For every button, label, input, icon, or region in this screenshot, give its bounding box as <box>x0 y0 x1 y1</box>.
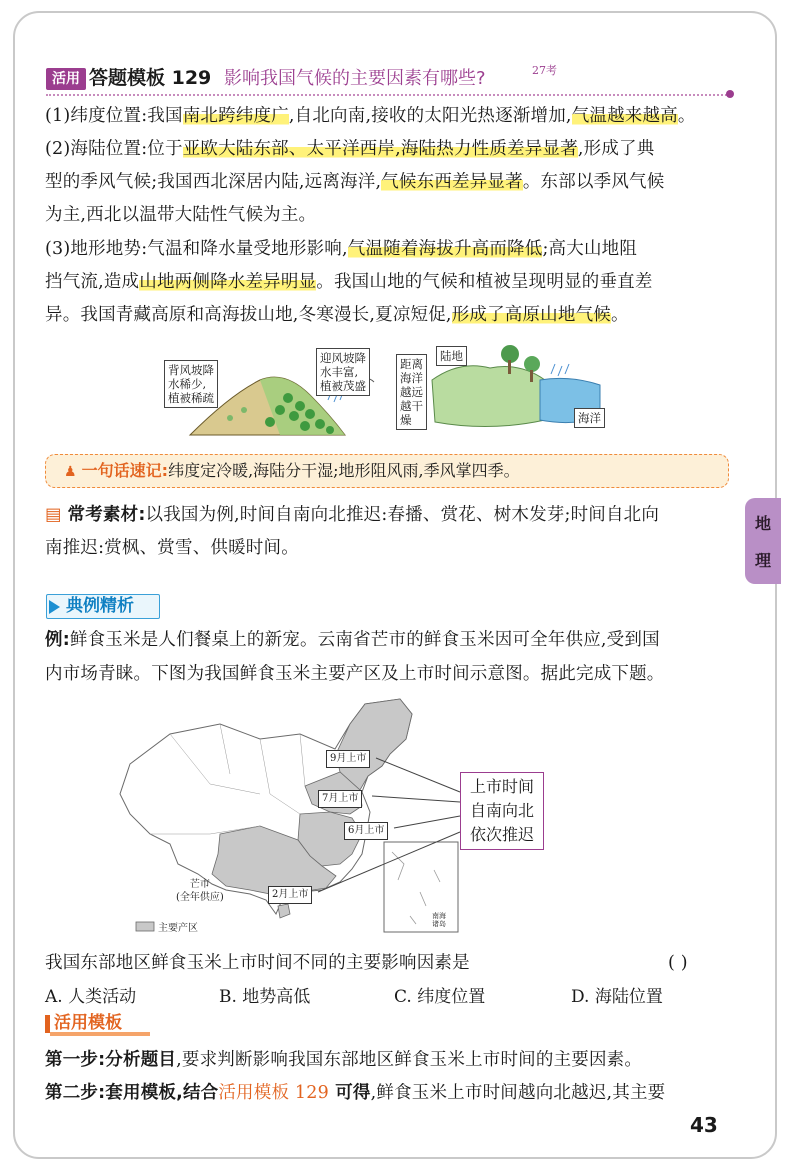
note-icon: ▤ <box>45 505 62 525</box>
mangshi-label: 芒市 (全年供应) <box>176 879 224 903</box>
inland-note: 距离 海洋 越远 越干 燥 <box>396 354 427 430</box>
material-text-1: 以我国为例,时间自南向北推迟:春播、赏花、树木发芽;时间自北向 <box>145 505 660 525</box>
highlight: 亚欧大陆东部、太平洋西岸,海陆热力性质差异显著 <box>182 139 578 159</box>
option-c: C. 纬度位置 <box>394 987 486 1007</box>
header-divider <box>46 94 730 96</box>
memo-label: 一句话速记: <box>81 461 169 480</box>
play-icon <box>49 600 60 614</box>
sea-label: 海洋 <box>574 408 605 428</box>
material-label: 常考素材: <box>67 505 146 525</box>
label-february: 2月上市 <box>268 886 312 904</box>
template-label: 活用模板 <box>54 1013 122 1033</box>
content-line-3: 型的季风气候;我国西北深居内陆,远离海洋,气候东西差异显著。东部以季风气候 <box>45 172 665 192</box>
inset-label: 南海 诸岛 <box>432 912 446 928</box>
highlight: 南北跨纬度广 <box>182 106 289 126</box>
template-tag: 活用 <box>46 68 86 90</box>
highlight: 气温越来越高 <box>571 106 678 126</box>
template-question: 影响我国气候的主要因素有哪些? <box>224 68 486 89</box>
memo-text: 纬度定冷暖,海陆分干湿;地形阻风雨,季风掌四季。 <box>168 461 520 480</box>
step-1: 第一步:分析题目,要求判断影响我国东部地区鲜食玉米上市时间的主要因素。 <box>45 1050 643 1070</box>
content-line-1: (1)纬度位置:我国南北跨纬度广,自北向南,接收的太阳光热逐渐增加,气温越来越高。 <box>45 106 696 126</box>
content-line-2: (2)海陆位置:位于亚欧大陆东部、太平洋西岸,海陆热力性质差异显著,形成了典 <box>45 139 655 159</box>
template-marker <box>45 1015 50 1033</box>
label-september: 9月上市 <box>326 750 370 768</box>
content-line-7: 异。我国青藏高原和高海拔山地,冬寒漫长,夏凉短促,形成了高原山地气候。 <box>45 305 629 325</box>
page-number: 43 <box>690 1113 718 1137</box>
example-line-2: 内市场青睐。下图为我国鲜食玉米主要产区及上市时间示意图。据此完成下题。 <box>45 664 665 684</box>
map-callout: 上市时间 自南向北 依次推迟 <box>460 772 544 850</box>
header-divider-dot <box>726 90 734 98</box>
legend-label: 主要产区 <box>158 923 198 934</box>
leeward-note: 背风坡降 水稀少, 植被稀疏 <box>164 360 218 408</box>
answer-blank: ( ) <box>668 953 688 973</box>
template-title: 答题模板 129 <box>89 67 212 89</box>
option-d: D. 海陆位置 <box>571 987 663 1007</box>
mountain-drawing <box>160 340 620 440</box>
windward-note: 迎风坡降 水丰富, 植被茂盛 <box>316 348 370 396</box>
memo-line <box>64 459 520 484</box>
highlight: 山地两侧降水差异明显 <box>139 272 317 292</box>
person-icon: ♟ <box>64 464 77 480</box>
label-july: 7月上市 <box>318 790 362 808</box>
land-label: 陆地 <box>436 346 467 366</box>
highlight: 形成了高原山地气候 <box>451 305 611 325</box>
subject-tab: 地 理 <box>745 498 781 584</box>
option-a: A. 人类活动 <box>45 987 137 1007</box>
example-line-1: 例:鲜食玉米是人们餐桌上的新宠。云南省芒市的鲜食玉米因可全年供应,受到国 <box>45 630 660 650</box>
highlight: 气温随着海拔升高而降低 <box>347 239 543 259</box>
option-b: B. 地势高低 <box>219 987 311 1007</box>
step-2: 第二步:套用模板,结合活用模板 129 可得,鲜食玉米上市时间越向北越迟,其主要 <box>45 1083 666 1103</box>
section-label: 典例精析 <box>66 596 134 616</box>
material-line-1 <box>45 503 659 527</box>
question-stem: 我国东部地区鲜食玉米上市时间不同的主要影响因素是 <box>45 953 470 973</box>
climate-illustration <box>160 340 620 440</box>
material-line-2: 南推迟:赏枫、赏雪、供暖时间。 <box>45 538 299 558</box>
content-line-5: (3)地形地势:气温和降水量受地形影响,气温随着海拔升高而降低;高大山地阻 <box>45 239 638 259</box>
content-line-4: 为主,西北以温带大陆性气候为主。 <box>45 205 317 225</box>
exam-count: 27考 <box>532 64 557 77</box>
label-june: 6月上市 <box>344 822 388 840</box>
content-line-6: 挡气流,造成山地两侧降水差异明显。我国山地的气候和植被呈现明显的垂直差 <box>45 272 653 292</box>
highlight: 气候东西差异显著 <box>381 172 523 192</box>
